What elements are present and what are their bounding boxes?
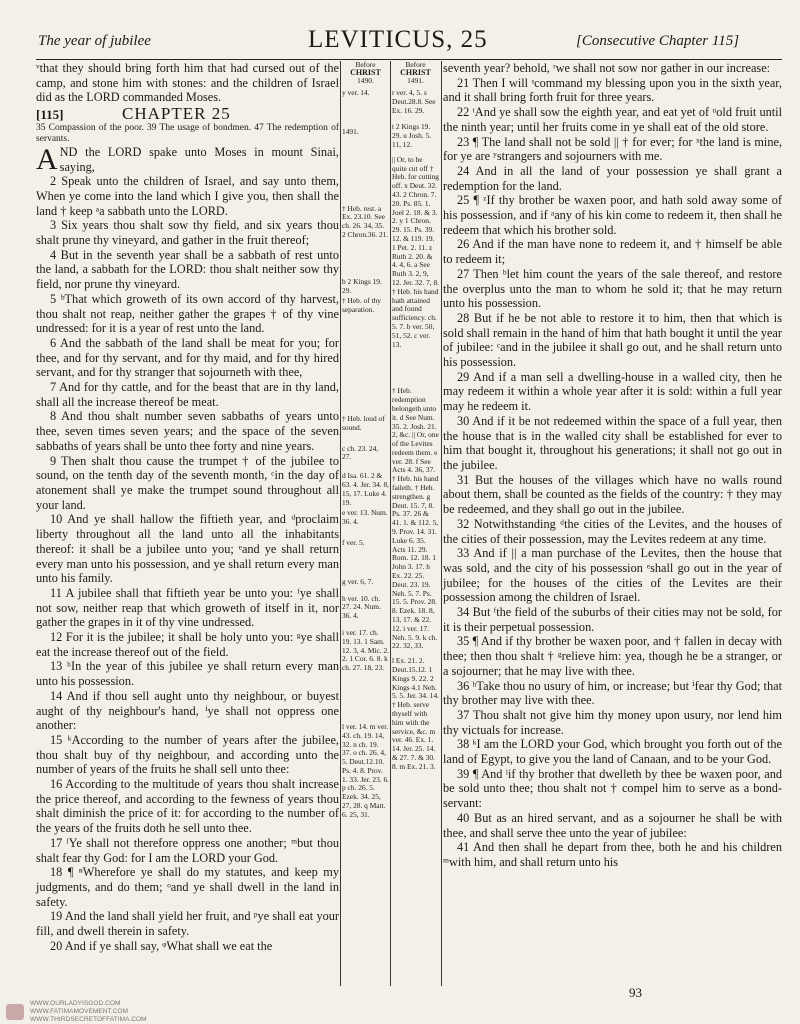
verse: 12 For it is the jubilee; it shall be holy unto you: ᵍye shall eat the increase thereof out of the field.	[36, 630, 339, 659]
verse-1	[36, 142, 339, 176]
verse: 20 And if ye shall say, ᵠWhat shall we eat the	[50, 938, 273, 953]
margin-note: l Ex. 21. 2. Deut.15.12. 1 Kings 9. 22. 2 Kings 4.1 Neh. 5. 5. Jer. 34. 14. † Heb. serve thyself with him with the service, &c. m ver. 46. Ex. 1. 14. Jer. 25. 14. & 27. 7. & 30. 8. m Ex. 21. 3.	[392, 656, 440, 771]
watermark	[30, 1000, 147, 1024]
drop-cap: A	[36, 142, 58, 176]
verse: 15 ᵏAccording to the number of years after the jubilee, thou shalt buy of thy neighbour, and according unto the number of years of the fruits he shall sell unto thee:	[36, 732, 339, 777]
column-rule	[441, 61, 442, 986]
verse-text: ND the LORD spake unto Moses in mount Sinai, saying,	[59, 144, 339, 174]
verse: 22 ᵗAnd ye shall sow the eighth year, and eat yet of ᵘold fruit until the ninth year; until her fruits come in ye shall eat of the old store.	[443, 105, 782, 134]
book-title: LEVITICUS, 25	[308, 26, 488, 53]
verse: 18 ¶ ⁿWherefore ye shall do my statutes, and keep my judgments, and do them; ᵒand ye shall dwell in the land in safety.	[36, 865, 339, 909]
verse: 2 Speak unto the children of Israel, and say unto them, When ye come into the land which I give you, then shall the land † keep ᵃa sabbath unto the LORD.	[36, 174, 339, 218]
verse: 10 And ye shall hallow the fiftieth year, and ᵈproclaim liberty throughout all the land unto all the inhabitants thereof: it shall be a jubilee unto you; ᵉand ye shall return every man unto his possession, and ye shall return every man unto his family.	[36, 512, 339, 586]
verse: 30 And if it be not redeemed within the space of a full year, then the house that is in the walled city shall be established for ever to him that bought it, throughout his generations; it shall not go out in the jubilee.	[443, 413, 782, 472]
chapter-heading	[36, 104, 339, 124]
verse: 36 ʰTake thou no usury of him, or increase; but ⁱfear thy God; that thy brother may live with thee.	[443, 678, 782, 708]
verse: 41 And then shall he depart from thee, both he and his children ᵐwith him, and shall return unto his	[443, 840, 782, 869]
margin-references-left	[342, 61, 389, 822]
verse: 34 But ᶠthe field of the suburbs of their cities may not be sold, for it is their perpetual possession.	[443, 605, 782, 634]
verse: 14 And if thou sell aught unto thy neighbour, or buyest aught of thy neighbour's hand, ⁱye shall not oppress one another:	[36, 688, 339, 733]
verse: 4 But in the seventh year shall be a sabbath of rest unto the land, a sabbath for the LORD: thou shalt neither sow thy field, nor prune thy vineyard.	[36, 247, 339, 292]
verse: 32 Notwithstanding ᵈthe cities of the Levites, and the houses of the cities of their possession, may the Levites redeem at any time.	[443, 516, 782, 546]
verse: 5 ᵇThat which groweth of its own accord of thy harvest, thou shalt not reap, neither gather the grapes † of thy vine undressed: for it is a year of rest unto the land.	[36, 291, 339, 336]
verse: 16 According to the multitude of years thou shalt increase the price thereof, and according to the fewness of years thou shalt diminish the price of it: for according to the number of the years of the fruits doth he sell unto thee.	[36, 777, 339, 836]
column-rule	[390, 61, 391, 986]
date-heading: Before CHRIST 1491.	[400, 60, 431, 85]
verse: 25 ¶ ᶻIf thy brother be waxen poor, and hath sold away some of his possession, and if ᵃany of his kin come to redeem it, then shall he redeem that which his brother sold.	[443, 193, 782, 237]
margin-note: g ver. 6, 7.	[342, 576, 374, 586]
margin-note: h ver. 10. ch. 27. 24. Num. 36. 4.	[342, 593, 381, 621]
verse: 11 A jubilee shall that fiftieth year be unto you: ᶠye shall not sow, neither reap that which groweth of itself in it, nor gather the grapes in it of thy vine undressed.	[36, 585, 339, 630]
verse: 39 ¶ And ˡif thy brother that dwelleth by thee be waxen poor, and be sold unto thee; thou shalt not † compel him to serve as a bond-servant:	[443, 766, 782, 811]
chapter-title: CHAPTER 25	[122, 104, 231, 124]
chapter-number: [115]	[36, 107, 64, 123]
right-text-column	[443, 61, 782, 870]
margin-note: i ver. 17. ch. 19. 13. 1 Sam. 12. 3, 4. Mic. 2. 2. 1 Cor. 6. 8. k ch. 27. 18, 23.	[342, 627, 390, 673]
margin-note: † Heb. redemption belongeth unto it. d See Num. 35. 2. Josh. 21. 2, &c. || Or, one of the Levites redeem them. e ver. 28. f See Acts 4. 36, 37. † Heb. his hand faileth. † Heb. strengthen. g Deut. 15. 7, 8. Ps. 37. 26 & 41. 1. & 112. 5, 9. Prov. 14. 31. Luke 6. 35. Acts 11. 29. Rom. 12. 18. 1 John 3. 17. h Ex. 22. 25. Deut. 23. 19. Neh. 5. 7. Ps. 15. 5. Prov. 28. 8. Ezek. 18. 8, 13, 17. & 22. 12. i ver. 17. Neh. 5. 9. k ch. 22. 32, 33.	[392, 386, 439, 651]
page-number: 93	[629, 985, 642, 1000]
verse: 23 ¶ The land shall not be sold || † for ever; for ˣthe land is mine, for ye are ʸstrangers and sojourners with me.	[443, 134, 782, 164]
margin-note: || Or, to be quite cut off † Heb. for cutting off. x Deut. 32. 43. 2 Chron. 7. 20. Ps. 85. 1. Joel 2. 18. & 3. 2. y 1 Chron. 29. 15. Ps. 39. 12. & 119. 19. 1 Pet. 2. 11. z Ruth 2. 20. & 4. 4, 6. a See Ruth 3. 2, 9, 12. Jer. 32. 7, 8. † Heb. his hand hath attained and found sufficiency. ch. 5. 7. b ver. 50, 51, 52. c ver. 13.	[392, 154, 440, 349]
date-heading: Before CHRIST 1490.	[350, 60, 381, 85]
verse: 27 Then ᵇlet him count the years of the sale thereof, and restore the overplus unto the man to whom he sold it; that he may return unto his possession.	[443, 266, 782, 311]
verse: 6 And the sabbath of the land shall be meat for you; for thee, and for thy servant, and for thy maid, and for thy hired servant, and for thy stranger that sojourneth with thee,	[36, 335, 339, 380]
verse: 37 Thou shalt not give him thy money upon usury, nor lend him thy victuals for increase.	[443, 707, 782, 737]
verse: 7 And for thy cattle, and for the beast that are in thy land, shall all the increase thereof be meat.	[36, 380, 339, 409]
verse: 31 But the houses of the villages which have no walls round about them, shall be counted as the fields of the country: † they may be redeemed, and they shall go out in the jubilee.	[443, 472, 782, 517]
column-rule	[340, 61, 341, 986]
chapter-summary: 35 Compassion of the poor. 39 The usage of bondmen. 47 The redemption of servants.	[36, 122, 339, 144]
verse: 29 And if a man sell a dwelling-house in a walled city, then he may redeem it within a whole year after it is sold: within a full year may he redeem it.	[443, 369, 782, 414]
verse: 33 And if || a man purchase of the Levites, then the house that was sold, and the city of his possession ᵉshall go out in the year of jubilee; for the houses of the cities of the Levites are their possession among the children of Israel.	[443, 546, 782, 605]
verse-text: seventh year? behold, ʳwe shall not sow nor gather in our increase:	[443, 61, 771, 75]
verse: 8 And thou shalt number seven sabbaths of years unto thee, seven times seven years; and the space of the seven sabbaths of years shall be unto thee forty and nine years.	[36, 409, 339, 453]
verse: 35 ¶ And if thy brother be waxen poor, and † fallen in decay with thee; then thou shalt † ᵍrelieve him: yea, though he be a stranger, or a sojourner; that he may live with thee.	[443, 634, 782, 678]
verse: 24 And in all the land of your possession ye shall grant a redemption for the land.	[443, 163, 782, 193]
margin-note: t 2 Kings 19. 29. u Josh. 5. 11, 12.	[392, 122, 432, 149]
margin-note: d Isa. 61. 2 & 63. 4. Jer. 34. 8, 15, 17. Luke 4. 19.	[342, 471, 390, 507]
site-logo-icon	[6, 1004, 24, 1020]
margin-note: e ver. 13. Num. 36. 4.	[342, 508, 388, 527]
verse: 13 ʰIn the year of this jubilee ye shall return every man unto his possession.	[36, 659, 339, 689]
margin-note: r ver. 4, 5. s Deut.28.8. See Ex. 16. 29.	[392, 88, 436, 115]
margin-note: y ver. 14.	[342, 88, 370, 97]
verse: 3 Six years thou shalt sow thy field, and six years thou shalt prune thy vineyard, and gather in the fruit thereof;	[36, 218, 339, 248]
verse-text: ᵛthat they should bring forth him that had cursed out of the camp, and stone him with stones: and the children of Israel did as the LORD commanded Moses.	[36, 61, 339, 105]
verse: 21 Then I will ˢcommand my blessing upon you in the sixth year, and it shall bring forth fruit for three years.	[443, 75, 782, 105]
watermark-url[interactable]: WWW.FATIMAMOVEMENT.COM	[30, 1008, 129, 1015]
verse: 19 And the land shall yield her fruit, and ᵖye shall eat your fill, and dwell therein in safety.	[36, 909, 339, 939]
verse: 38 ᵏI am the LORD your God, which brought you forth out of the land of Egypt, to give you the land of Canaan, and to be your God.	[443, 737, 782, 767]
watermark-url[interactable]: WWW.THIRDSECRETOFFATIMA.COM	[30, 1016, 147, 1023]
margin-note: f ver. 5.	[342, 537, 365, 547]
margin-note: c ch. 23. 24, 27.	[342, 443, 379, 462]
verse: 17 ˡYe shall not therefore oppress one another; ᵐbut thou shalt fear thy God: for I am the LORD your God.	[36, 835, 339, 865]
verse: 40 But as an hired servant, and as a sojourner he shall be with thee, and shall serve thee unto the year of jubilee:	[443, 810, 782, 840]
left-text-column	[36, 61, 339, 953]
margin-note: b 2 Kings 19. 29.	[342, 276, 382, 295]
margin-note: † Heb. loud of sound.	[342, 413, 385, 432]
running-head-left: The year of jubilee	[38, 33, 151, 49]
margin-references-right	[392, 61, 439, 774]
verse: 28 But if he be not able to restore it to him, then that which is sold shall remain in the hand of him that hath bought it until the year of jubilee: ᶜand in the jubilee it shall go out, and he shall return unto his possession.	[443, 310, 782, 370]
watermark-url[interactable]: WWW.OURLADYISGOD.COM	[30, 1000, 121, 1007]
verse: 26 And if the man have none to redeem it, and † himself be able to redeem it;	[443, 237, 782, 267]
margin-note: 1491.	[342, 126, 359, 136]
margin-note: l ver. 14. m ver. 43. ch. 19. 14, 32. n ch. 19. 37. o ch. 26. 4, 5. Deut.12.10. Ps. 4. 8. Prov. 1. 33. Jer. 23. 6. p ch. 26. 5. Ezek. 34. 25, 27, 28. q Matt. 6. 25, 31.	[342, 721, 390, 819]
verse: 9 Then shalt thou cause the trumpet † of the jubilee to sound, on the tenth day of the seventh month, ᶜin the day of atonement shall ye make the trumpet sound throughout all your land.	[36, 453, 339, 512]
margin-note: † Heb. rest. a Ex. 23.10. See ch. 26. 34, 35. 2 Chron.36. 21.	[342, 203, 389, 239]
running-head-right: [Consecutive Chapter 115]	[576, 33, 740, 49]
margin-note: † Heb. of thy separation.	[342, 296, 381, 315]
